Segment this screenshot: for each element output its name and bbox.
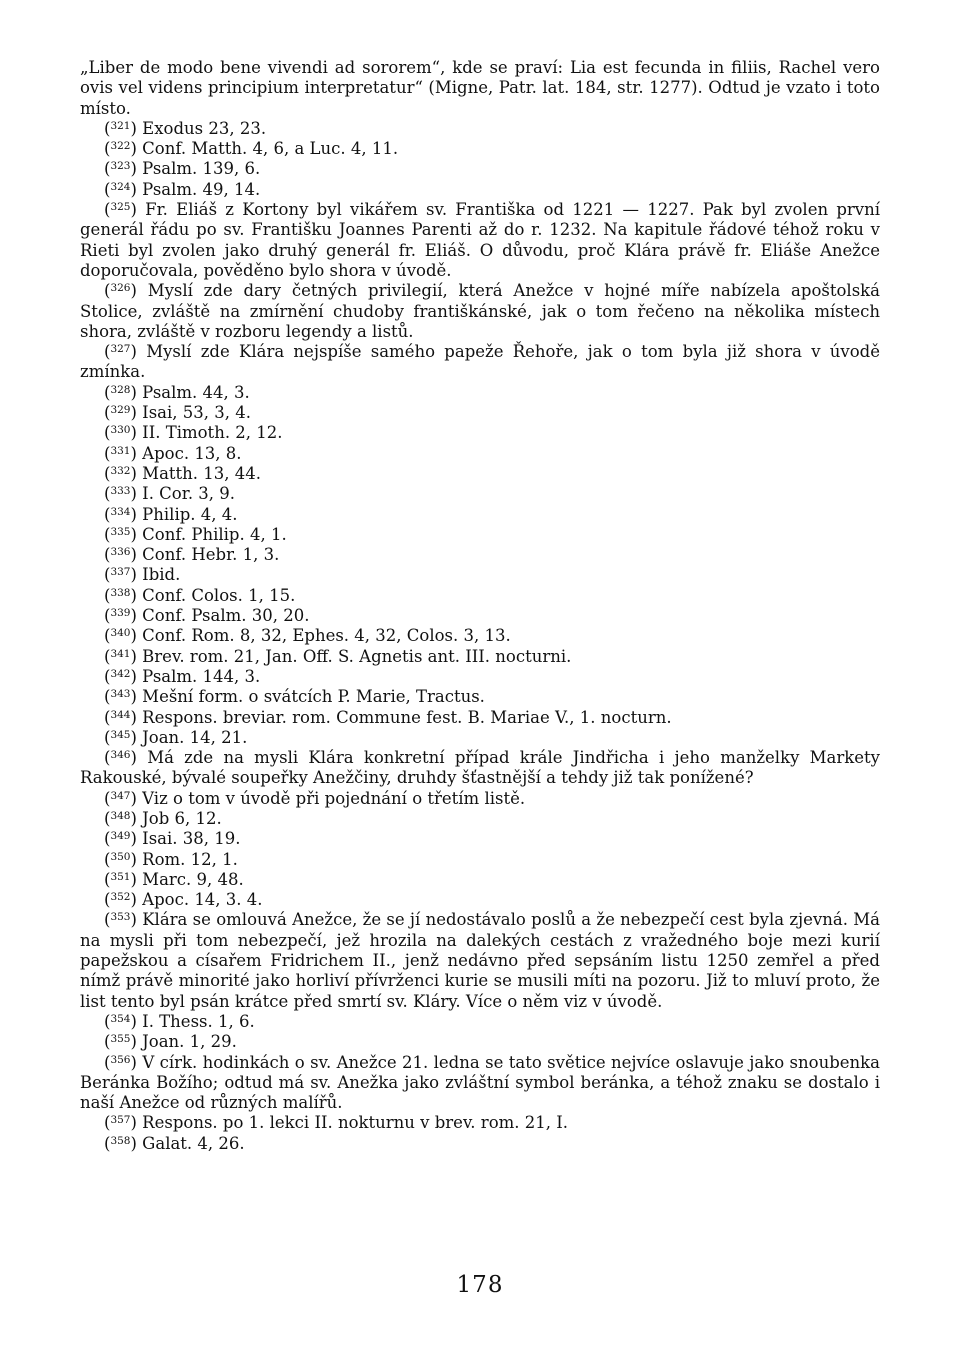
footnote-331: ($^{331}$) Apoc. 13, 8. [104,443,242,463]
footnote-text: Joan. 1, 29. [142,1032,237,1052]
footnote-text: Conf. Matth. 4, 6, a Luc. 4, 11. [142,139,399,159]
footnote-number: 350 [110,850,131,863]
footnote-number: 345 [110,728,131,741]
footnote-323: ($^{323}$) Psalm. 139, 6. [104,159,261,179]
footnote-text: Psalm. 44, 3. [142,382,250,402]
footnote-text: Philip. 4, 4. [142,504,238,524]
footnote-349: ($^{349}$) Isai. 38, 19. [104,829,241,849]
footnote-number: 323 [110,160,131,173]
intro-paragraph: „Liber de modo bene vivendi ad sororem“, kde se praví: Lia est fecunda in filiis, Rachel vero ovis vel videns principium interpretatur“ (Migne, Patr. lat. 184, str. 1277). Odtud je vzato i toto místo. [80,58,880,118]
footnote-text: I. Thess. 1, 6. [142,1011,255,1031]
footnote-number: 357 [110,1114,131,1127]
footnote-text: Myslí zde dary četných privilegií, která Anežce v hojné míře nabízela apoštolská Stolice, zvláště na zmírnění chudoby františkánské, jak o tom řečeno na několika místech shora, zvláště v rozboru legendy a listů. [80,281,880,341]
footnote-number: 343 [110,688,131,701]
footnote-text: Psalm. 49, 14. [142,179,261,199]
footnote-text: Isai, 53, 3, 4. [142,403,251,423]
footnote-330: ($^{330}$) II. Timoth. 2, 12. [104,423,283,443]
footnote-number: 346 [110,749,131,762]
footnote-text: Exodus 23, 23. [142,118,267,138]
footnote-322: ($^{322}$) Conf. Matth. 4, 6, a Luc. 4, 11. [104,139,399,159]
footnote-number: 335 [110,525,131,538]
footnote-number: 328 [110,383,131,396]
footnote-353: ($^{353}$) Klára se omlouvá Anežce, že se jí nedostávalo poslů a že nebezpečí cest byla zjevná. Má na mysli při tom nebezpečí, jež hrozila na dalekých cestách z vražedného boje mezi kurií papežskou a císařem Fridrichem II., jenž nedávno před sepsáním listu 1250 zemřel a před nímž právě minorité jako horliví přívrženci kurie se musili míti na pozoru. Již to mluví proto, že list tento byl psán krátce před smrtí sv. Kláry. Více o něm viz v úvodě. [80,910,880,1011]
footnote-354: ($^{354}$) I. Thess. 1, 6. [104,1011,255,1031]
footnote-351: ($^{351}$) Marc. 9, 48. [104,869,244,889]
footnote-number: 330 [110,424,131,437]
footnote-number: 339 [110,607,131,620]
footnote-number: 344 [110,708,131,721]
footnote-348: ($^{348}$) Job 6, 12. [104,808,222,828]
footnote-text: I. Cor. 3, 9. [142,484,236,504]
footnote-text: Apoc. 14, 3. 4. [142,890,263,910]
footnote-356: ($^{356}$) V círk. hodinkách o sv. Anežce 21. ledna se tato světice nejvíce oslavuje jako snoubenka Beránka Božího; odtud má sv. Anežka jako zvláštní symbol beránka, a téhož znaku se dostalo i naší Anežce od různých malířů. [80,1052,880,1113]
footnote-355: ($^{355}$) Joan. 1, 29. [104,1032,237,1052]
footnote-329: ($^{329}$) Isai, 53, 3, 4. [104,403,251,423]
footnote-number: 332 [110,464,131,477]
footnote-339: ($^{339}$) Conf. Psalm. 30, 20. [104,606,310,626]
footnote-340: ($^{340}$) Conf. Rom. 8, 32, Ephes. 4, 32, Colos. 3, 13. [104,626,511,646]
footnote-text: Conf. Rom. 8, 32, Ephes. 4, 32, Colos. 3, 13. [142,626,511,646]
footnote-number: 355 [110,1033,131,1046]
footnote-number: 353 [110,911,131,924]
footnote-text: II. Timoth. 2, 12. [142,423,283,443]
footnote-352: ($^{352}$) Apoc. 14, 3. 4. [104,890,263,910]
footnote-324: ($^{324}$) Psalm. 49, 14. [104,179,261,199]
footnote-345: ($^{345}$) Joan. 14, 21. [104,727,248,747]
footnote-text: Rom. 12, 1. [142,849,238,869]
footnote-text: Galat. 4, 26. [142,1133,245,1153]
footnote-344: ($^{344}$) Respons. breviar. rom. Commune fest. B. Mariae V., 1. nocturn. [104,707,672,727]
footnote-text: Marc. 9, 48. [142,869,244,889]
footnote-number: 351 [110,870,131,883]
footnote-text: Conf. Hebr. 1, 3. [142,545,280,565]
footnote-332: ($^{332}$) Matth. 13, 44. [104,463,262,483]
footnote-number: 324 [110,180,131,193]
footnote-number: 325 [110,201,131,214]
footnote-342: ($^{342}$) Psalm. 144, 3. [104,666,261,686]
footnote-text: Brev. rom. 21, Jan. Off. S. Agnetis ant. III. nocturni. [142,646,572,666]
footnote-328: ($^{328}$) Psalm. 44, 3. [104,382,250,402]
footnote-347: ($^{347}$) Viz o tom v úvodě při pojednání o třetím listě. [104,788,526,808]
footnote-number: 329 [110,404,131,417]
footnote-text: Klára se omlouvá Anežce, že se jí nedostávalo poslů a že nebezpečí cest byla zjevná. Má na mysli při tom nebezpečí, jež hrozila na dalekých cestách z vražedného boje mezi kurií papežskou a císařem Fridrichem II., jenž nedávno před sepsáním listu 1250 zemřel a před nímž právě minorité jako horliví přívrženci kurie se musili míti na pozoru. Již to mluví proto, že list tento byl psán krátce před smrtí sv. Kláry. Více o něm viz v úvodě. [80,910,880,1011]
footnote-350: ($^{350}$) Rom. 12, 1. [104,849,238,869]
footnote-326: ($^{326}$) Myslí zde dary četných privilegií, která Anežce v hojné míře nabízela apoštolská Stolice, zvláště na zmírnění chudoby františkánské, jak o tom řečeno na několika místech shora, zvláště v rozboru legendy a listů. [80,281,880,341]
footnote-number: 331 [110,444,131,457]
footnote-number: 358 [110,1134,131,1147]
footnote-334: ($^{334}$) Philip. 4, 4. [104,504,238,524]
footnote-text: Má zde na mysli Klára konkretní případ krále Jindřicha i jeho manželky Markety Rakouské, bývalé soupeřky Anežčiny, druhdy šťastnější a tehdy již tak ponížené? [80,748,880,788]
footnote-text: Viz o tom v úvodě při pojednání o třetím listě. [142,788,526,808]
footnote-text: Job 6, 12. [142,808,222,828]
footnote-number: 321 [110,119,131,132]
footnote-number: 349 [110,830,131,843]
footnote-text: Respons. breviar. rom. Commune fest. B. Mariae V., 1. nocturn. [142,707,672,727]
footnote-text: Respons. po 1. lekci II. nokturnu v brev. rom. 21, I. [142,1113,569,1133]
footnote-357: ($^{357}$) Respons. po 1. lekci II. nokturnu v brev. rom. 21, I. [104,1113,569,1133]
footnote-number: 334 [110,505,131,518]
footnote-number: 326 [110,282,131,295]
footnote-325: ($^{325}$) Fr. Eliáš z Kortony byl vikářem sv. Františka od 1221 — 1227. Pak byl zvolen první generál řádu po sv. Františku Joannes Parenti až do r. 1232. Na kapitule řádové téhož roku v Rieti byl zvolen jako druhý generál fr. Eliáš. O důvodu, proč Klára právě fr. Eliáše Anežce doporučovala, pověděno bylo shora v úvodě. [80,200,881,280]
footnote-337: ($^{337}$) Ibid. [104,565,181,585]
page-number: 178 [456,1272,504,1298]
footnote-text: Apoc. 13, 8. [142,443,242,463]
footnote-text: Matth. 13, 44. [142,463,262,483]
footnote-text: Isai. 38, 19. [142,829,241,849]
footnote-336: ($^{336}$) Conf. Hebr. 1, 3. [104,545,280,565]
footnote-number: 356 [110,1053,131,1066]
footnote-text: Mešní form. o svátcích P. Marie, Tractus. [142,687,485,707]
footnote-number: 342 [110,667,131,680]
footnote-number: 354 [110,1012,131,1025]
footnote-text: Psalm. 144, 3. [142,666,261,686]
footnote-number: 322 [110,140,131,153]
footnote-number: 347 [110,789,131,802]
footnote-text: V círk. hodinkách o sv. Anežce 21. ledna se tato světice nejvíce oslavuje jako snoubenka Beránka Božího; odtud má sv. Anežka jako zvláštní symbol beránka, a téhož znaku se dostalo i naší Anežce od různých malířů. [80,1052,880,1113]
footnote-338: ($^{338}$) Conf. Colos. 1, 15. [104,585,296,605]
footnote-text: Fr. Eliáš z Kortony byl vikářem sv. Františka od 1221 — 1227. Pak byl zvolen první generál řádu po sv. Františku Joannes Parenti až do r. 1232. Na kapitule řádové téhož roku v Rieti byl zvolen jako druhý generál fr. Eliáš. O důvodu, proč Klára právě fr. Eliáše Anežce doporučovala, pověděno bylo shora v úvodě. [80,200,881,280]
footnote-number: 338 [110,586,131,599]
footnote-text: Conf. Psalm. 30, 20. [142,606,310,626]
footnote-333: ($^{333}$) I. Cor. 3, 9. [104,484,236,504]
footnote-number: 340 [110,627,131,640]
footnotes-block [80,58,880,1154]
footnote-list [80,119,880,1154]
footnote-number: 327 [110,343,131,356]
footnote-321: ($^{321}$) Exodus 23, 23. [104,118,267,138]
footnote-text: Psalm. 139, 6. [142,159,261,179]
footnote-327: ($^{327}$) Myslí zde Klára nejspíše samého papeže Řehoře, jak o tom byla již shora v úvodě zmínka. [80,342,881,382]
footnote-text: Joan. 14, 21. [142,727,248,747]
footnote-number: 348 [110,809,131,822]
footnote-number: 333 [110,485,131,498]
footnote-text: Conf. Philip. 4, 1. [142,524,287,544]
footnote-number: 337 [110,566,131,579]
footnote-341: ($^{341}$) Brev. rom. 21, Jan. Off. S. Agnetis ant. III. nocturni. [104,646,572,666]
footnote-number: 352 [110,891,131,904]
footnote-text: Myslí zde Klára nejspíše samého papeže Řehoře, jak o tom byla již shora v úvodě zmínka. [80,342,881,382]
footnote-text: Ibid. [142,565,181,585]
footnote-335: ($^{335}$) Conf. Philip. 4, 1. [104,524,287,544]
footnote-text: Conf. Colos. 1, 15. [142,585,296,605]
footnote-346: ($^{346}$) Má zde na mysli Klára konkretní případ krále Jindřicha i jeho manželky Markety Rakouské, bývalé soupeřky Anežčiny, druhdy šťastnější a tehdy již tak ponížené? [80,748,880,788]
footnote-number: 341 [110,647,131,660]
footnote-358: ($^{358}$) Galat. 4, 26. [104,1133,245,1153]
footnote-number: 336 [110,546,131,559]
footnote-343: ($^{343}$) Mešní form. o svátcích P. Marie, Tractus. [104,687,485,707]
